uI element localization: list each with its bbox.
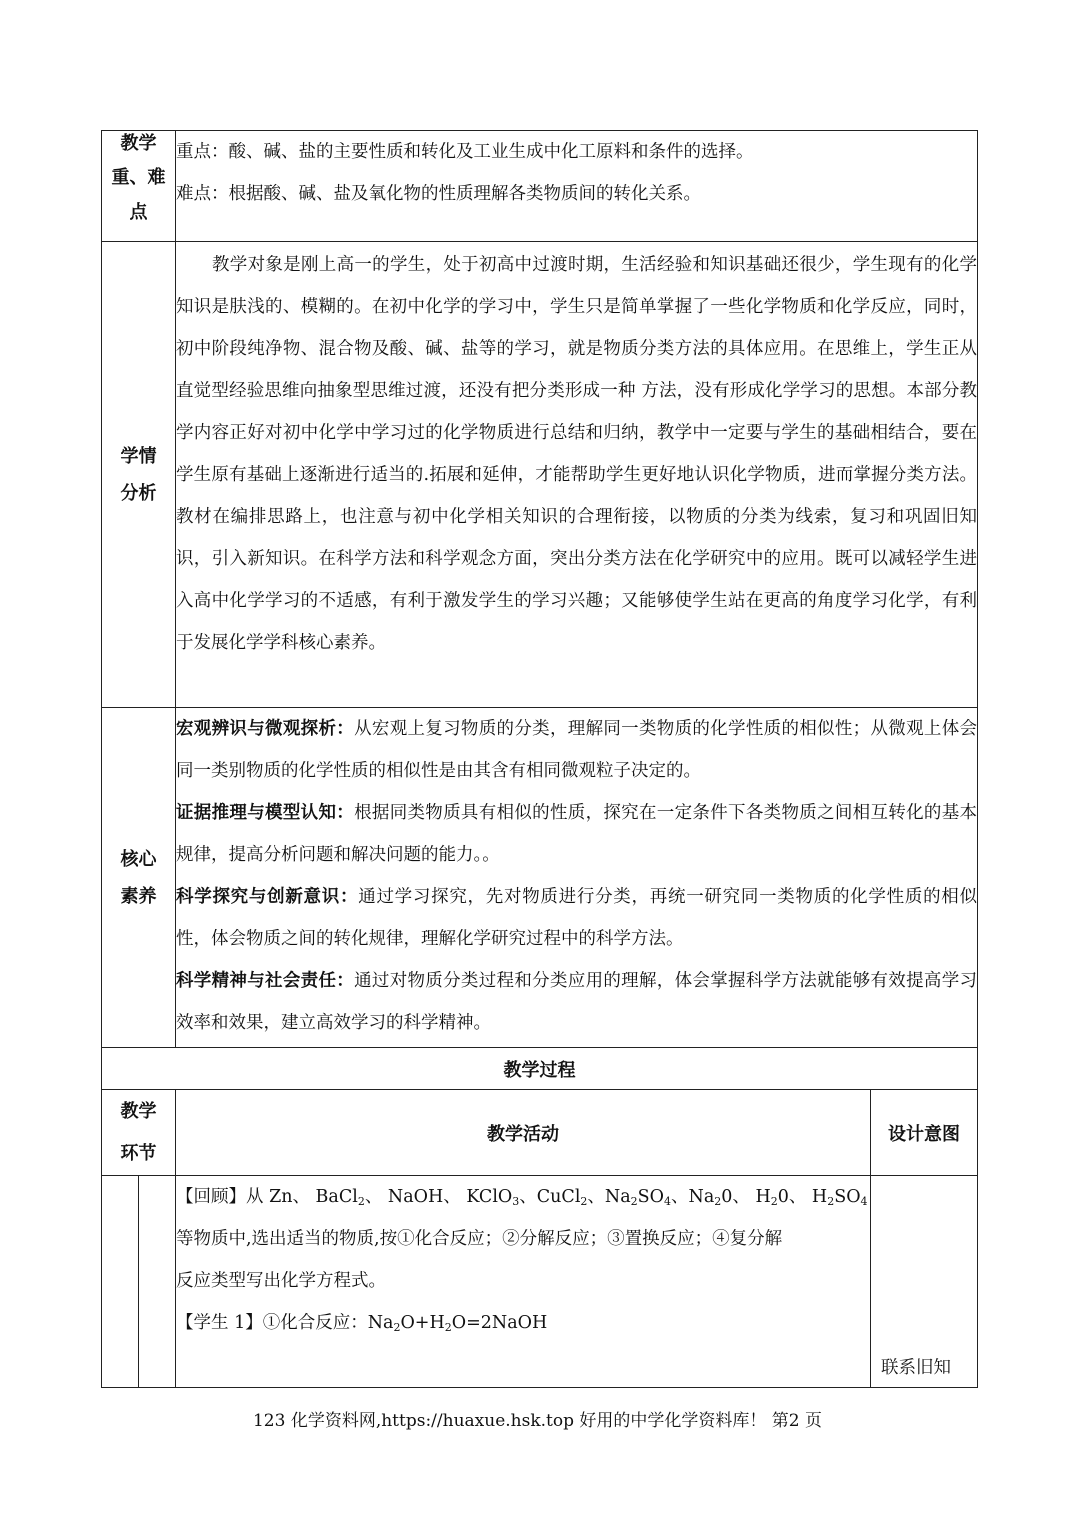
subscript: 2	[444, 1321, 452, 1334]
review-line-1	[176, 1176, 870, 1218]
review-row	[102, 1176, 978, 1388]
label-line: 核心	[120, 848, 157, 870]
label-line: 学情	[120, 445, 157, 467]
stage-header	[102, 1090, 176, 1176]
subscript: 2	[580, 1195, 588, 1208]
analysis-text: 教学对象是刚上高一的学生，处于初高中过渡时期，生活经验和知识基础还很少，学生现有的化学知识是肤浅的、模糊的。在初中化学的学习中，学生只是简单掌握了一些化学物质和化学反应，同时，初中阶段纯净物、混合物及酸、碱、盐等的学习，就是物质分类方法的具体应用。在思维上，学生正从直觉型经验思维向抽象型思维过渡，还没有把分类形成一种 方法，没有形成化学学习的思想。本部分教学内容正好对初中化学中学习过的化学物质进行总结和归纳，教学中一定要与学生的基础相结合，要在学生原有基础上逐渐进行适当的.拓展和延伸，才能帮助学生更好地认识化学物质，进而掌握分类方法。教材在编排思路上，也注意与初中化学相关知识的合理衔接，以物质的分类为线索，复习和巩固旧知识，引入新知识。在科学方法和科学观念方面，突出分类方法在化学研究中的应用。既可以减轻学生进入高中化学学习的不适感，有利于激发学生的学习兴趣；又能够使学生站在更高的角度学习化学，有利于发展化学学科核心素养。	[176, 242, 978, 708]
subscript: 2	[357, 1195, 365, 1208]
label-line: 教学	[120, 133, 157, 154]
equation-part: O=2NaOH	[451, 1313, 548, 1333]
review-tag: 【回顾】	[176, 1187, 246, 1207]
review-line-3: 反应类型写出化学方程式。	[176, 1271, 386, 1291]
review-text: 0、 H	[777, 1187, 828, 1207]
intent-header: 设计意图	[871, 1090, 978, 1176]
literacy-label	[102, 708, 176, 1048]
literacy-item-title: 宏观辨识与微观探析：	[176, 719, 355, 739]
review-text: 从 Zn、 BaCl	[246, 1187, 358, 1207]
difficulty-content	[176, 131, 978, 242]
student-answer	[176, 1302, 870, 1344]
label-line: 分析	[120, 482, 157, 504]
stage-cell	[102, 1176, 139, 1388]
label-line: 素养	[120, 885, 157, 907]
process-header-row	[102, 1090, 978, 1176]
review-text: SO	[637, 1187, 665, 1207]
label-line: 重、难	[111, 167, 166, 188]
label-line: 点	[129, 202, 148, 223]
equation-part: Na	[367, 1313, 394, 1333]
review-text: 、CuCl	[519, 1187, 581, 1207]
review-text: 0、 H	[721, 1187, 771, 1207]
process-title: 教学过程	[102, 1048, 978, 1090]
difficulty-label	[102, 131, 176, 242]
label-line: 教学	[120, 1100, 157, 1122]
subscript: 3	[512, 1195, 520, 1208]
literacy-item-text: 从宏观上复习物质的分类，理解同一类物质的化学性质的相似性；从微观上体会同一类别物质的化学性质的相似性是由其含有相同微观粒子决定的。	[176, 719, 978, 781]
literacy-item-text: 根据同类物质具有相似的性质，探究在一定条件下各类物质之间相互转化的基本规律，提高分析问题和解决问题的能力。。	[176, 803, 978, 865]
subscript: 2	[714, 1195, 722, 1208]
subscript: 2	[827, 1195, 835, 1208]
key-point: 重点：酸、碱、盐的主要性质和转化及工业生成中化工原料和条件的选择。	[176, 142, 754, 162]
analysis-label	[102, 242, 176, 708]
subscript: 2	[393, 1321, 401, 1334]
intent-cell: 联系旧知	[871, 1176, 978, 1388]
difficulty-row	[102, 131, 978, 242]
literacy-item-text: 通过学习探究，先对物质进行分类，再统一研究同一类物质的化学性质的相似性，体会物质之间的转化规律，理解化学研究过程中的科学方法。	[176, 887, 978, 949]
literacy-content	[176, 708, 978, 1048]
equation-part: O+H	[400, 1313, 445, 1333]
activity-header: 教学活动	[176, 1090, 871, 1176]
review-text: 、Na	[671, 1187, 715, 1207]
student-tag: 【学生 1】	[176, 1313, 263, 1333]
literacy-item-title: 科学精神与社会责任：	[176, 971, 355, 991]
literacy-item	[176, 708, 977, 792]
review-line-2: 等物质中,选出适当的物质,按①化合反应；②分解反应；③置换反应；④复分解	[176, 1229, 783, 1249]
student-text: ①化合反应：	[262, 1313, 368, 1333]
analysis-row	[102, 242, 978, 708]
literacy-item-text: 通过对物质分类过程和分类应用的理解，体会掌握科学方法就能够有效提高学习效率和效果，建立高效学习的科学精神。	[176, 971, 978, 1033]
literacy-item	[176, 876, 977, 960]
substage-cell	[139, 1176, 176, 1388]
subscript: 2	[770, 1195, 778, 1208]
lesson-plan-table	[101, 130, 978, 1388]
review-text: 、 NaOH、 KClO	[364, 1187, 513, 1207]
literacy-item	[176, 792, 977, 876]
subscript: 4	[664, 1195, 672, 1208]
literacy-item-title: 科学探究与创新意识：	[176, 887, 359, 907]
page-footer: 123 化学资料网,https://huaxue.hsk.top 好用的中学化学资料库！ 第2 页	[252, 1411, 823, 1431]
review-text: SO	[834, 1187, 861, 1207]
review-content	[176, 1176, 871, 1388]
literacy-item	[176, 960, 977, 1044]
hard-point: 难点：根据酸、碱、盐及氧化物的性质理解各类物质间的转化关系。	[176, 184, 701, 204]
process-title-row	[102, 1048, 978, 1090]
literacy-item-title: 证据推理与模型认知：	[176, 803, 355, 823]
label-line: 环节	[120, 1142, 157, 1164]
subscript: 2	[630, 1195, 638, 1208]
subscript: 4	[860, 1195, 868, 1208]
literacy-row	[102, 708, 978, 1048]
review-text: 、Na	[587, 1187, 631, 1207]
